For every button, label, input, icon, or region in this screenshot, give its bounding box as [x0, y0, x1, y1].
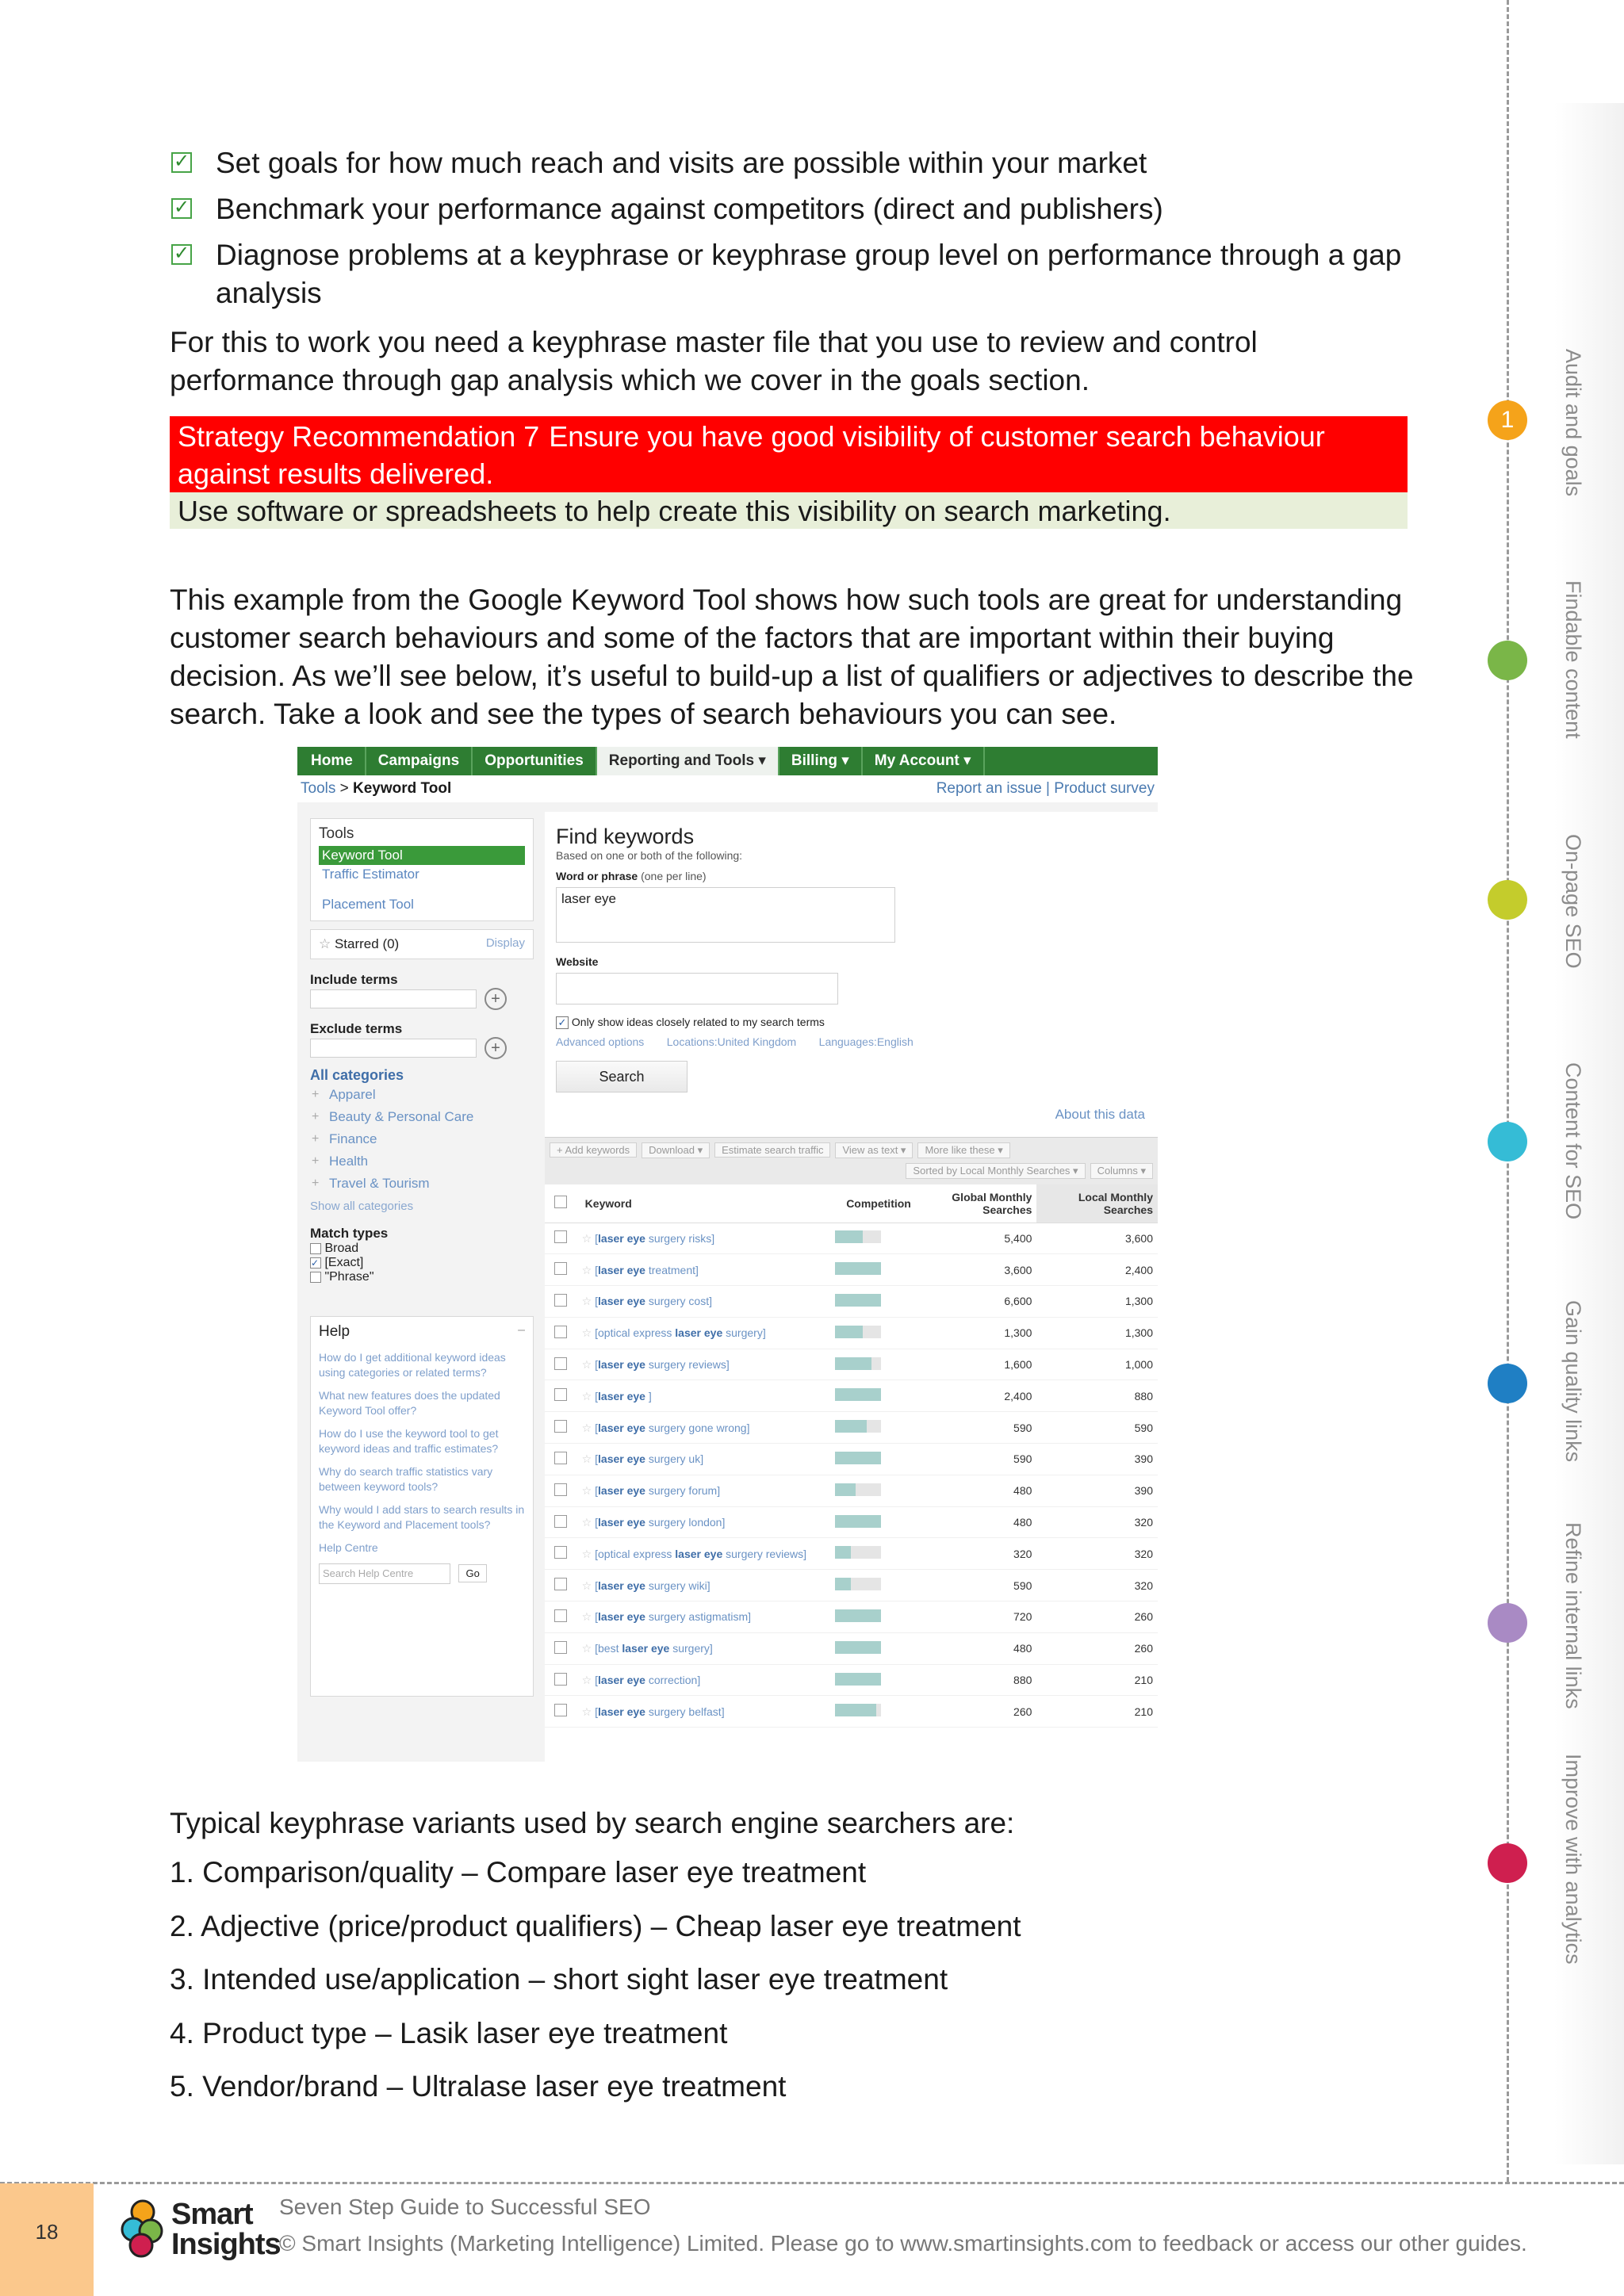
global-searches-cell: 720: [916, 1601, 1037, 1633]
add-include-icon[interactable]: +: [485, 988, 507, 1010]
star-icon[interactable]: ☆: [581, 1547, 596, 1560]
advanced-options-link[interactable]: Advanced options: [556, 1035, 645, 1048]
competition-bar-fill: [835, 1388, 881, 1401]
example-paragraph: This example from the Google Keyword Tool shows how such tools are great for understanding customer search behaviours and some of the factors that are important within their buying decision. As we’ll see below, it’s useful to build-up a list of qualifiers or adjectives to describe the search. Take a look and see the types of search behaviours you can see.: [170, 584, 1414, 730]
star-icon[interactable]: ☆: [319, 936, 335, 951]
toolbar-button[interactable]: Download ▾: [642, 1142, 710, 1158]
row-checkbox[interactable]: [554, 1420, 567, 1433]
competition-bar: [835, 1420, 881, 1433]
starred-panel: [310, 929, 534, 959]
keyword-cell[interactable]: ☆ [best laser eye surgery]: [577, 1632, 819, 1664]
variant-item: 1. Comparison/quality – Compare laser eye treatment: [170, 1856, 867, 1888]
tool-keyword-tool[interactable]: Keyword Tool: [319, 846, 525, 865]
languages-filter[interactable]: Languages:English: [818, 1035, 914, 1048]
section-marker-icon[interactable]: [1488, 400, 1527, 440]
section-label[interactable]: Findable content: [1561, 580, 1585, 739]
keyword-cell[interactable]: ☆ [laser eye surgery belfast]: [577, 1696, 819, 1728]
competition-bar-fill: [835, 1515, 881, 1528]
logo-word-smart: Smart: [171, 2198, 253, 2231]
table-header: [545, 1184, 1158, 1223]
competition-bar: [835, 1546, 881, 1559]
local-searches-cell: 590: [1036, 1412, 1158, 1444]
global-searches-cell: 2,400: [916, 1380, 1037, 1412]
local-searches-cell: 1,300: [1036, 1317, 1158, 1349]
exclude-terms-input[interactable]: [310, 1039, 477, 1058]
category-beauty[interactable]: + Beauty & Personal Care: [310, 1106, 534, 1128]
keyword-cell[interactable]: ☆ [laser eye surgery uk]: [577, 1444, 819, 1475]
competition-bar: [835, 1704, 881, 1716]
breadcrumb-tools-link[interactable]: Tools: [301, 780, 336, 797]
recommendation-headline: Ensure you have good visibility of customer search behaviour against results delivered.: [178, 420, 1325, 490]
competition-cell: [819, 1444, 916, 1475]
guide-title: Seven Step Guide to Successful SEO: [279, 2195, 651, 2219]
match-type-exact[interactable]: ✓ [Exact]: [311, 1256, 364, 1269]
variant-item: 5. Vendor/brand – Ultralase laser eye treatment: [170, 2070, 787, 2103]
help-panel: [310, 1316, 534, 1697]
include-terms-input[interactable]: [310, 989, 477, 1008]
table-row: [545, 1349, 1158, 1380]
about-this-data-link[interactable]: About this data: [1055, 1107, 1145, 1122]
match-types: Match types Broad ✓ [Exact] "Phrase": [310, 1226, 534, 1284]
main-panel: [545, 812, 1158, 1762]
minimize-icon[interactable]: –: [518, 1323, 525, 1337]
competition-bar: [835, 1515, 881, 1528]
nav-tab[interactable]: Billing ▾: [779, 747, 863, 775]
competition-cell: [819, 1601, 916, 1633]
row-checkbox[interactable]: [554, 1641, 567, 1654]
star-icon[interactable]: ☆: [581, 1705, 596, 1718]
local-searches-cell: 3,600: [1036, 1223, 1158, 1254]
row-checkbox[interactable]: [554, 1546, 567, 1559]
star-icon[interactable]: ☆: [581, 1578, 596, 1592]
competition-cell: [819, 1254, 916, 1286]
section-marker-icon[interactable]: [1488, 641, 1527, 680]
section-marker-icon[interactable]: [1488, 880, 1527, 920]
keyword-cell[interactable]: ☆ [laser eye treatment]: [577, 1254, 819, 1286]
table-row: [545, 1570, 1158, 1601]
local-searches-cell: 880: [1036, 1380, 1158, 1412]
all-categories-link[interactable]: All categories: [310, 1067, 404, 1083]
goals-checklist: [170, 144, 1407, 320]
keyword-cell[interactable]: ☆ [laser eye surgery reviews]: [577, 1349, 819, 1380]
competition-bar-fill: [835, 1357, 871, 1370]
tool-placement-tool[interactable]: Placement Tool: [322, 897, 414, 912]
checkbox-checked-icon: ✓: [171, 198, 192, 219]
competition-bar-fill: [835, 1704, 876, 1716]
competition-cell: [819, 1286, 916, 1318]
table-row: [545, 1475, 1158, 1506]
toolbar-button[interactable]: + Add keywords: [550, 1142, 637, 1158]
strategy-recommendation: [170, 416, 1408, 529]
table-row: [545, 1317, 1158, 1349]
starred-display-link[interactable]: Display: [485, 936, 525, 950]
competition-bar-fill: [835, 1452, 881, 1464]
competition-bar-fill: [835, 1294, 881, 1307]
checklist-item: ✓ Set goals for how much reach and visits are possible within your market: [170, 144, 1407, 182]
keyword-cell[interactable]: ☆ [laser eye surgery forum]: [577, 1475, 819, 1506]
local-searches-cell: 1,000: [1036, 1349, 1158, 1380]
table-row: [545, 1444, 1158, 1475]
global-searches-cell: 590: [916, 1412, 1037, 1444]
toolbar-button[interactable]: More like these ▾: [917, 1142, 1009, 1158]
competition-cell: [819, 1696, 916, 1728]
keyword-cell[interactable]: ☆ [laser eye surgery risks]: [577, 1223, 819, 1254]
toolbar-button[interactable]: Estimate search traffic: [714, 1142, 830, 1158]
copyright-notice: © Smart Insights (Marketing Intelligence) Limited. Please go to www.smartinsights.com to feedback or access our other guides.: [279, 2231, 1527, 2256]
star-icon[interactable]: ☆: [581, 1452, 596, 1466]
row-checkbox[interactable]: [554, 1515, 567, 1528]
logo-word-insights: Insights: [171, 2228, 281, 2261]
row-checkbox[interactable]: [554, 1452, 567, 1464]
search-help-go-button[interactable]: Go: [458, 1564, 486, 1582]
competition-bar-fill: [835, 1609, 881, 1622]
recommendation-detail: Use software or spreadsheets to help create this visibility on search marketing.: [170, 492, 1408, 529]
section-marker-icon[interactable]: [1488, 1364, 1527, 1403]
row-checkbox[interactable]: [554, 1357, 567, 1370]
global-searches-cell: 480: [916, 1475, 1037, 1506]
breadcrumb: Tools > Keyword Tool Report an issue | Product survey: [297, 775, 1158, 802]
competition-bar: [835, 1452, 881, 1464]
match-type-phrase[interactable]: "Phrase": [310, 1270, 534, 1284]
section-label[interactable]: Gain quality links: [1561, 1300, 1585, 1463]
global-searches-cell: 880: [916, 1664, 1037, 1696]
table-row: [545, 1632, 1158, 1664]
competition-cell: [819, 1538, 916, 1570]
left-sidebar: [310, 818, 534, 1705]
help-link[interactable]: What new features does the updated Keyword Tool offer?: [319, 1389, 500, 1417]
columns-dropdown[interactable]: Columns ▾: [1090, 1163, 1153, 1179]
col-local-searches[interactable]: Local Monthly Searches: [1036, 1184, 1158, 1223]
toolbar-button[interactable]: View as text ▾: [835, 1142, 913, 1158]
results-toolbar: [545, 1137, 1158, 1184]
global-searches-cell: 1,600: [916, 1349, 1037, 1380]
competition-bar-fill: [835, 1326, 863, 1338]
row-checkbox[interactable]: [554, 1262, 567, 1275]
categories: [310, 1067, 534, 1213]
competition-bar: [835, 1262, 881, 1275]
section-marker-icon[interactable]: [1488, 1843, 1527, 1883]
competition-bar-fill: [835, 1578, 851, 1590]
footer-dashed-line: [0, 2182, 1624, 2184]
word-or-phrase-input[interactable]: laser eye: [556, 887, 895, 943]
keyphrase-variants-list: [170, 1854, 1021, 2122]
search-help-input[interactable]: Search Help Centre: [319, 1563, 450, 1584]
only-show-ideas-checkbox[interactable]: ✓ Only show ideas closely related to my search terms: [556, 1016, 1147, 1029]
nav-tab[interactable]: Opportunities: [473, 747, 597, 775]
competition-bar: [835, 1483, 881, 1496]
col-competition[interactable]: Competition: [819, 1184, 916, 1223]
competition-cell: [819, 1506, 916, 1538]
table-row: [545, 1601, 1158, 1633]
competition-cell: [819, 1664, 916, 1696]
row-checkbox[interactable]: [554, 1326, 567, 1338]
star-icon[interactable]: ☆: [581, 1231, 596, 1245]
col-keyword[interactable]: Keyword: [577, 1184, 819, 1223]
global-searches-cell: 480: [916, 1506, 1037, 1538]
star-icon[interactable]: ☆: [581, 1516, 596, 1529]
starred-count: Starred (0): [334, 936, 400, 951]
help-centre-link[interactable]: Help Centre: [319, 1541, 378, 1554]
competition-bar-fill: [835, 1673, 881, 1686]
keyword-cell[interactable]: ☆ [laser eye surgery cost]: [577, 1286, 819, 1318]
local-searches-cell: 320: [1036, 1506, 1158, 1538]
row-checkbox[interactable]: [554, 1578, 567, 1590]
top-navigation: [297, 747, 1158, 775]
find-keywords-form: Find keywords Based on one or both of the following: Word or phrase (one per line) laser eye Website ✓ Only show ideas closely related to my search terms Advanced options Locations:United Kingdom Languages:English Search: [545, 812, 1158, 1105]
add-exclude-icon[interactable]: +: [485, 1037, 507, 1059]
table-row: [545, 1538, 1158, 1570]
tools-panel: [310, 818, 534, 921]
competition-bar-fill: [835, 1230, 863, 1243]
star-icon[interactable]: ☆: [581, 1642, 596, 1655]
star-icon[interactable]: ☆: [581, 1674, 596, 1687]
competition-bar-fill: [835, 1641, 881, 1654]
competition-bar: [835, 1388, 881, 1401]
section-marker-icon[interactable]: [1488, 1122, 1527, 1161]
competition-bar: [835, 1326, 881, 1338]
nav-tab[interactable]: Campaigns: [366, 747, 473, 775]
category-finance[interactable]: + Finance: [310, 1128, 534, 1150]
section-number: 1: [1500, 407, 1515, 433]
help-link[interactable]: How do I get additional keyword ideas using categories or related terms?: [319, 1351, 506, 1379]
competition-cell: [819, 1632, 916, 1664]
master-file-paragraph: For this to work you need a keyphrase master file that you use to review and control performance through gap analysis which we cover in the goals section.: [170, 326, 1258, 396]
section-label[interactable]: Improve with analytics: [1561, 1754, 1585, 1965]
help-link[interactable]: Why do search traffic statistics vary between keyword tools?: [319, 1465, 493, 1493]
variants-intro: Typical keyphrase variants used by search engine searchers are:: [170, 1807, 1015, 1839]
find-keywords-title: Find keywords: [556, 825, 695, 848]
website-input[interactable]: [556, 973, 838, 1004]
logo-mark-icon: [119, 2196, 171, 2260]
nav-tab[interactable]: Home: [299, 747, 366, 775]
table-row: [545, 1223, 1158, 1254]
competition-bar: [835, 1578, 881, 1590]
smart-insights-logo: [119, 2190, 281, 2261]
keyword-tool-screenshot: [297, 747, 1158, 1762]
row-checkbox[interactable]: [554, 1294, 567, 1307]
section-label[interactable]: On-page SEO: [1561, 834, 1585, 969]
select-all-checkbox[interactable]: [554, 1196, 567, 1208]
local-searches-cell: 320: [1036, 1570, 1158, 1601]
help-title: Help: [319, 1323, 350, 1340]
table-row: [545, 1696, 1158, 1728]
local-searches-cell: 260: [1036, 1632, 1158, 1664]
competition-cell: [819, 1317, 916, 1349]
local-searches-cell: 390: [1036, 1444, 1158, 1475]
category-apparel[interactable]: + Apparel: [310, 1084, 534, 1106]
table-row: [545, 1380, 1158, 1412]
local-searches-cell: 210: [1036, 1664, 1158, 1696]
row-checkbox[interactable]: [554, 1609, 567, 1622]
local-searches-cell: 260: [1036, 1601, 1158, 1633]
global-searches-cell: 590: [916, 1570, 1037, 1601]
local-searches-cell: 2,400: [1036, 1254, 1158, 1286]
competition-bar-fill: [835, 1483, 856, 1496]
category-health[interactable]: + Health: [310, 1150, 534, 1173]
section-label[interactable]: Audit and goals: [1561, 349, 1585, 497]
competition-bar-fill: [835, 1262, 881, 1275]
row-checkbox[interactable]: [554, 1230, 567, 1243]
col-global-searches[interactable]: Global Monthly Searches: [916, 1184, 1037, 1223]
keyword-results-table: [545, 1184, 1158, 1728]
keyword-cell[interactable]: ☆ [laser eye surgery astigmatism]: [577, 1601, 819, 1633]
checklist-item: ✓ Benchmark your performance against competitors (direct and publishers): [170, 190, 1407, 228]
star-icon[interactable]: ☆: [581, 1326, 596, 1340]
competition-bar-fill: [835, 1546, 851, 1559]
local-searches-cell: 210: [1036, 1696, 1158, 1728]
show-all-categories-link[interactable]: Show all categories: [310, 1200, 414, 1213]
row-checkbox[interactable]: [554, 1483, 567, 1496]
competition-cell: [819, 1380, 916, 1412]
recommendation-label: Strategy Recommendation 7: [178, 420, 540, 453]
help-link[interactable]: How do I use the keyword tool to get keyword ideas and traffic estimates?: [319, 1427, 499, 1455]
keyword-cell[interactable]: ☆ [optical express laser eye surgery reviews]: [577, 1538, 819, 1570]
table-row: [545, 1286, 1158, 1318]
table-row: [545, 1664, 1158, 1696]
global-searches-cell: 5,400: [916, 1223, 1037, 1254]
variant-item: 3. Intended use/application – short sight laser eye treatment: [170, 1963, 948, 1996]
competition-bar: [835, 1294, 881, 1307]
table-row: [545, 1254, 1158, 1286]
keyword-cell[interactable]: ☆ [laser eye surgery wiki]: [577, 1570, 819, 1601]
nav-tab[interactable]: My Account ▾: [863, 747, 985, 775]
competition-bar: [835, 1357, 881, 1370]
section-label[interactable]: Content for SEO: [1561, 1062, 1585, 1220]
local-searches-cell: 1,300: [1036, 1286, 1158, 1318]
competition-bar: [835, 1641, 881, 1654]
competition-cell: [819, 1570, 916, 1601]
competition-bar: [835, 1673, 881, 1686]
section-label[interactable]: Refine internal links: [1561, 1522, 1585, 1709]
star-icon[interactable]: ☆: [581, 1358, 596, 1372]
global-searches-cell: 3,600: [916, 1254, 1037, 1286]
star-icon[interactable]: ☆: [581, 1389, 596, 1402]
keyword-cell[interactable]: ☆ [laser eye ]: [577, 1380, 819, 1412]
keyword-cell[interactable]: ☆ [laser eye surgery london]: [577, 1506, 819, 1538]
recommendation-header: [170, 416, 1408, 492]
table-row: [545, 1412, 1158, 1444]
competition-cell: [819, 1223, 916, 1254]
match-type-broad[interactable]: Broad: [310, 1242, 534, 1256]
checkbox-checked-icon: ✓: [171, 152, 192, 173]
competition-bar: [835, 1230, 881, 1243]
checklist-item: ✓ Diagnose problems at a keyphrase or keyphrase group level on performance through a gap analysis: [170, 236, 1407, 312]
star-icon[interactable]: ☆: [581, 1484, 596, 1498]
page-number: 18: [0, 2183, 94, 2296]
star-icon[interactable]: ☆: [581, 1421, 596, 1434]
global-searches-cell: 6,600: [916, 1286, 1037, 1318]
global-searches-cell: 1,300: [916, 1317, 1037, 1349]
local-searches-cell: 390: [1036, 1475, 1158, 1506]
local-searches-cell: 320: [1036, 1538, 1158, 1570]
keyword-cell[interactable]: ☆ [optical express laser eye surgery]: [577, 1317, 819, 1349]
competition-bar-fill: [835, 1420, 868, 1433]
sort-dropdown[interactable]: Sorted by Local Monthly Searches ▾: [906, 1163, 1085, 1179]
keyword-cell[interactable]: ☆ [laser eye correction]: [577, 1664, 819, 1696]
global-searches-cell: 480: [916, 1632, 1037, 1664]
global-searches-cell: 320: [916, 1538, 1037, 1570]
star-icon[interactable]: ☆: [581, 1263, 596, 1276]
table-body: [545, 1223, 1158, 1728]
row-checkbox[interactable]: [554, 1673, 567, 1686]
breadcrumb-current: Keyword Tool: [353, 780, 452, 797]
tool-traffic-estimator[interactable]: Traffic Estimator: [322, 867, 419, 882]
table-row: [545, 1506, 1158, 1538]
help-link[interactable]: Why would I add stars to search results in the Keyword and Placement tools?: [319, 1503, 525, 1531]
star-icon[interactable]: ☆: [581, 1295, 596, 1308]
star-icon[interactable]: ☆: [581, 1610, 596, 1624]
locations-filter[interactable]: Locations:United Kingdom: [666, 1035, 797, 1048]
nav-tab[interactable]: Reporting and Tools ▾: [597, 747, 779, 775]
competition-cell: [819, 1412, 916, 1444]
search-button[interactable]: Search: [556, 1061, 688, 1093]
exclude-terms: Exclude terms +: [310, 1015, 534, 1067]
global-searches-cell: 590: [916, 1444, 1037, 1475]
competition-bar: [835, 1609, 881, 1622]
row-checkbox[interactable]: [554, 1704, 567, 1716]
checkbox-checked-icon: ✓: [171, 244, 192, 265]
report-issue-links[interactable]: Report an issue | Product survey: [936, 780, 1155, 797]
category-travel[interactable]: + Travel & Tourism: [310, 1173, 534, 1195]
tools-title: Tools: [319, 825, 354, 842]
competition-cell: [819, 1475, 916, 1506]
competition-cell: [819, 1349, 916, 1380]
include-terms: Include terms +: [310, 967, 534, 1015]
keyword-cell[interactable]: ☆ [laser eye surgery gone wrong]: [577, 1412, 819, 1444]
variant-item: 4. Product type – Lasik laser eye treatment: [170, 2016, 728, 2049]
section-marker-icon[interactable]: [1488, 1603, 1527, 1643]
variant-item: 2. Adjective (price/product qualifiers) – Cheap laser eye treatment: [170, 1909, 1021, 1942]
row-checkbox[interactable]: [554, 1388, 567, 1401]
global-searches-cell: 260: [916, 1696, 1037, 1728]
